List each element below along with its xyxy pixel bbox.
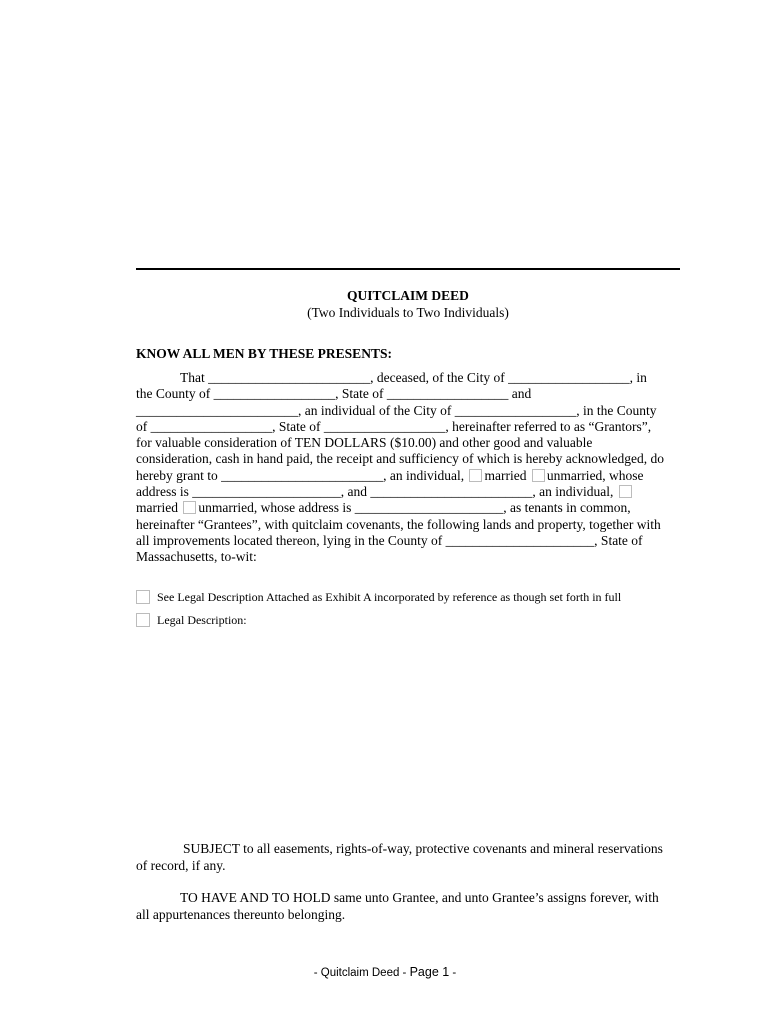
legal-description-exhibit-option: [136, 590, 621, 605]
habendum-line-1: TO HAVE AND TO HOLD same unto Grantee, and unto Grantee’s assigns forever, with: [180, 890, 659, 905]
grant-line-9: [136, 500, 680, 516]
legal-description-label: Legal Description:: [157, 613, 247, 627]
legal-description-checkbox[interactable]: [136, 613, 150, 627]
document-title: QUITCLAIM DEED: [347, 288, 469, 303]
exhibit-a-checkbox[interactable]: [136, 590, 150, 604]
grantee1-unmarried-label: unmarried, whose: [546, 467, 644, 483]
footer-prefix: - Quitclaim Deed -: [313, 967, 407, 979]
header-rule: [136, 268, 680, 270]
grantee2-married-checkbox[interactable]: [619, 485, 632, 498]
page-footer: [0, 965, 770, 979]
grant-line-5: for valuable consideration of TEN DOLLARS ($10.00) and other good and valuable: [136, 435, 593, 451]
grant-paragraph: [136, 370, 680, 566]
habendum-line-2: all appurtenances thereunto belonging.: [136, 907, 346, 922]
grant-line-11: all improvements located thereon, lying in the County of ______________________, State of: [136, 532, 643, 548]
exhibit-a-label: See Legal Description Attached as Exhibit A incorporated by reference as though set forth in full: [157, 590, 622, 604]
footer-page-number: Page 1: [409, 965, 450, 979]
grant-line-10: hereinafter “Grantees”, with quitclaim covenants, the following lands and property, together with: [136, 516, 661, 532]
document-subtitle: (Two Individuals to Two Individuals): [307, 305, 509, 320]
footer-suffix: -: [452, 967, 457, 979]
grant-line-4: of __________________, State of __________________, hereinafter referred to as “Grantors”,: [136, 418, 652, 434]
grant-line-8-text: address is ______________________, and ________________________, an individual,: [136, 484, 614, 500]
grant-line-7: [136, 468, 680, 484]
grantee1-married-label: married: [484, 467, 527, 483]
grant-line-1: That ________________________, deceased, of the City of __________________, in: [180, 370, 647, 385]
legal-description-inline-option: [136, 613, 247, 628]
grantee2-unmarried-checkbox[interactable]: [183, 501, 196, 514]
opening-heading: KNOW ALL MEN BY THESE PRESENTS:: [136, 346, 392, 361]
grant-line-12: Massachusetts, to-wit:: [136, 549, 257, 565]
grant-line-2: the County of __________________, State of __________________ and: [136, 386, 532, 402]
grant-line-8: [136, 484, 680, 500]
subject-line-2: of record, if any.: [136, 858, 226, 873]
grant-line-9-text: unmarried, whose address is ______________________, as tenants in common,: [198, 500, 631, 516]
subject-line-1: SUBJECT to all easements, rights-of-way, protective covenants and mineral reservations: [183, 841, 663, 856]
grant-line-6: consideration, cash in hand paid, the receipt and sufficiency of which is hereby acknowledged, do: [136, 451, 664, 467]
grant-line-7-text: hereby grant to ________________________, an individual,: [136, 467, 465, 483]
habendum-paragraph: [136, 889, 680, 923]
grant-line-3: ________________________, an individual of the City of __________________, in the County: [136, 402, 657, 418]
subject-paragraph: [136, 840, 680, 874]
grantee1-unmarried-checkbox[interactable]: [532, 469, 545, 482]
grantee2-married-label: married: [136, 500, 178, 516]
grantee1-married-checkbox[interactable]: [469, 469, 482, 482]
